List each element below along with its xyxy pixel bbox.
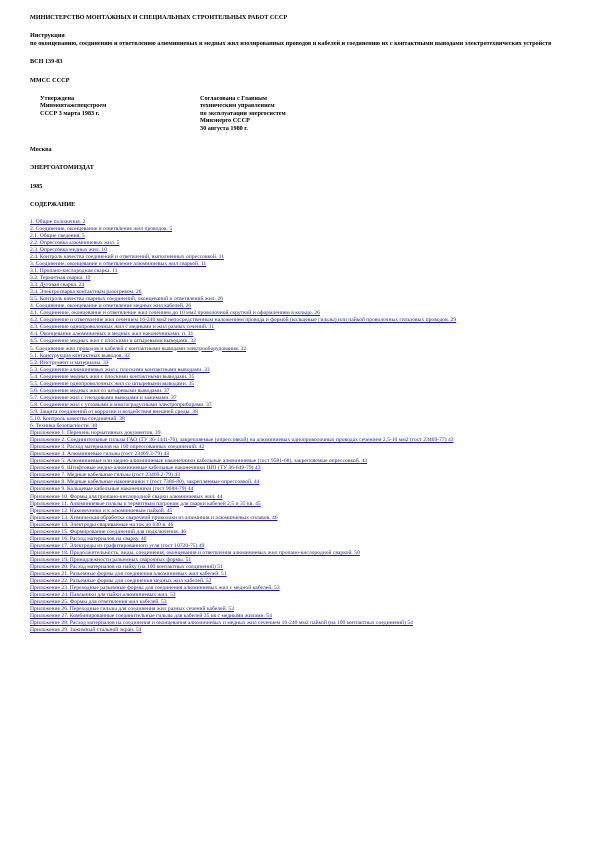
toc-link[interactable]: 5.5. Соединение однопроволочных жил со штыревыми выводами. 35 [30,380,195,387]
toc-link[interactable]: Приложение 3. Расход материалов на 100 опрессованных соединений. 42 [30,444,205,451]
toc-link[interactable]: Приложение 17. Электроды из графитированного угля (гост 10720-75) 49 [30,542,205,549]
toc-link[interactable]: 5.8. Соединение жил с угловыми и многоградусными электроприборами. 37 [30,401,212,408]
toc-link[interactable]: 2.4. Контроль качества соединений и ответвлений, выполненных опрессовкой. 11 [30,253,225,260]
toc-link[interactable]: Приложение 8. Медные кабельные наконечники т (гост 7386-80), закрепляемые опрессовкой. 44 [30,479,260,486]
toc-link[interactable]: Приложение 13. Химическая обработка сварочной проволоки из алюминия и алюминиевых сплавов. 46 [30,514,278,521]
toc-link[interactable]: Приложение 2. Соединительные гильзы ГАО (ТУ 36-1441-76), закрепляемые (опрессовкой) на алюминиевых однопроволочных проводах сечением 2,5-10 мм2 (гост 23469-77) 43 [30,437,454,444]
contents-heading: СОДЕРЖАНИЕ [30,201,76,209]
toc-link[interactable]: 5. Соединение жил проводов и кабелей с контактными выводами электрооборудования. 32 [30,345,247,352]
toc-link[interactable]: 1. Общие положения. 2 [30,218,86,225]
toc-link[interactable]: 4.3. Соединение однопроволочных жил с медными и жил разных сечений. 31 [30,324,215,331]
toc-link[interactable]: 3.2. Термитная сварка. 19 [30,275,91,282]
agreed-line: техническим управлением [200,102,275,110]
toc-link[interactable]: 4.5. Соединение медных жил с плоскими и штыревыми выводами. 32 [30,338,196,345]
toc-link[interactable]: Приложение 7. Медные кабельные гильзы (гост 23469.2-79) 43 [30,472,180,479]
agreed-line: по эксплуатации энергосистем [200,109,286,117]
toc-link[interactable]: Приложение 20. Расход материалов на пайку (на 100 контактных соединений) 51 [30,563,223,570]
doc-title: по оконцеванию, соединению и ответвлению алюминиевых и медных жил изолированных проводов и кабелей и соединению их с контактными выводами электротехнических устройств [30,39,552,47]
toc-link[interactable]: 2.3. Опрессовка медных жил. 10 [30,246,107,253]
toc-link[interactable]: 3. Соединение, оконцевание и ответвление алюминиевых жил сваркой. 11 [30,260,207,267]
toc-link[interactable]: Приложение 18. Продолжительность, виды, соединения, оконцевания и ответвления алюминиевых жил пропано-кислородной сваркой. 50 [30,549,360,556]
doc-type: Инструкция [30,32,65,40]
toc-link[interactable]: 3.4. Электросварка контактным разогревом. 26 [30,289,142,296]
agreed-line: Минэнерго СССР [200,117,250,125]
toc-link[interactable]: Приложение 25. Формы для ответвления жил кабелей. 53 [30,599,167,606]
approved-line: Утверждена [40,95,75,103]
agreed-line: Согласована с Главным [200,95,267,103]
toc-link[interactable]: 6. Техника безопасности. 38 [30,423,98,430]
toc-link[interactable]: Приложение 21. Разъемные формы для соединения алюминиевых жил кабелей. 51 [30,571,227,578]
toc-link[interactable]: 5.4. Соединение медных жил с плоскими контактными выводами. 35 [30,373,195,380]
toc-link[interactable]: Приложение 27. Комбинированные соединительные гильзы для кабелей 35 кв с медными жилами. 54 [30,613,272,620]
approved-line: Минмонтажспецстроем [40,102,107,110]
toc-link[interactable]: Приложение 29. Зажимный стальной экран. 54 [30,627,142,634]
toc-link[interactable]: Приложение 22. Разъемные формы для соединения медных жил кабелей. 52 [30,578,212,585]
doc-code: ВСН 139-83 [30,58,63,66]
approved-line: СССР 3 марта 1983 г. [40,109,100,117]
toc-link[interactable]: Приложение 1. Перечень нормативных документов. 39 [30,430,161,437]
toc-link[interactable]: 4.2. Соединение и ответвление жил сечением 16-240 мм2 непосредственным наложением провода и формой (кольцевые гильзы) или пайкой проволочных гильзовых проводов. 29 [30,317,457,324]
toc-link[interactable]: Приложение 28. Расход материалов на соединения и оконцевания алюминиевых и медных жил сечением 16-240 мм2 пайкой (на 100 контактных соединений) 54 [30,620,413,627]
agreed-column [200,95,400,132]
toc-link[interactable]: 5.9. Защита соединений от коррозии и воздействия внешней среды. 38 [30,408,198,415]
toc-link[interactable]: 5.3. Соединение алюминиевых жил с плоскими контактными выводами. 33 [30,366,210,373]
toc-link[interactable]: Приложение 14. Электроды свариваемые на ток до 630 в. 46 [30,521,174,528]
toc-link[interactable]: 5.7. Соединение жил с гнездовыми выводами и зажимами. 37 [30,394,177,401]
approval-block [30,95,575,132]
toc-link[interactable]: 2.2. Опрессовка алюминиевых жил. 5 [30,239,120,246]
toc-link[interactable]: Приложение 15. Формирование соединений для подключения. 46 [30,528,187,535]
publisher: ЭНЕРГОАТОМИЗДАТ [30,164,94,172]
toc-link[interactable]: 2. Соединение, оконцевание и ответвление жил проводов. 5 [30,225,173,232]
toc-link[interactable]: Приложение 11. Алюминиевые гильзы к термитным патронам для сварки кабелей 2,5 и 35 кв. 45 [30,500,261,507]
toc-link[interactable]: Приложение 5. Алюминиевые или медно-алюминиевые наконечники кабельные алюминиевые (гост 9581-68), закрепляемые опрессовкой. 43 [30,458,368,465]
organization: ММСС СССР [30,76,70,84]
agreed-line: 30 августа 1980 г. [200,124,248,132]
toc-link[interactable]: Приложение 12. Наконечники и к алюминиевым пайкой. 45 [30,507,173,514]
year: 1985 [30,182,43,190]
toc-link[interactable]: 5.10. Контроль качества соединений. 38 [30,416,125,422]
ministry-name: МИНИСТЕРСТВО МОНТАЖНЫХ И СПЕЦИАЛЬНЫХ СТРОИТЕЛЬНЫХ РАБОТ СССР [30,14,288,21]
toc-link[interactable]: Приложение 6. Штифтовые медно-алюминиевые кабельные наконечники ШП (ТУ 36-649-79) 43 [30,465,261,472]
toc-link[interactable]: 3.5. Контроль качества сварных соединений, оконцеваний и ответвлений жил. 26 [30,296,223,303]
toc-link[interactable]: 3.3. Дуговая сварка. 24 [30,282,85,289]
toc-link[interactable]: 5.6. Соединение медных жил со штыревыми выводами. 37 [30,387,170,394]
toc-link[interactable]: 2.1. Общие сведения. 5 [30,232,85,239]
toc-link[interactable]: Приложение 26. Переходные гильзы для соединения жил разных сечений кабелей. 53 [30,606,234,613]
toc-link[interactable]: Приложение 9. Кольцевые кабельные наконечники (гост 9688-79) 44 [30,486,194,493]
toc-link[interactable]: Приложение 4. Алюминиевые гильзы (гост 23469.3-79) 43 [30,451,170,458]
toc-link[interactable]: 4.4. Оконцевание алюминиевых и медных жил наконечниками. п. 31 [30,331,194,338]
city: Москва [30,146,52,154]
toc-link[interactable]: 4.1. Соединение, оконцевание и ответвление жил сечением до 10 мм2 проволочной скруткой и оформлением в кольцо. 26 [30,310,320,317]
table-of-contents [30,219,575,635]
toc-link[interactable]: Приложение 19. Принадлежности разъемных сварочных формы. 51 [30,556,192,563]
toc-link[interactable]: Приложение 23. Переходные разъемные формы для соединения алюминиевых жил с медной кабелей. 53 [30,585,280,592]
toc-link[interactable]: Приложение 24. Паяльники для пайки алюминиевых жил. 53 [30,592,176,599]
toc-link[interactable]: Приложение 10. Формы для пропано-кислородной сварки алюминиевых жил. 44 [30,493,223,500]
approved-column [40,95,200,132]
toc-link[interactable]: 3.1. Пропано-кислородная сварка. 11 [30,268,118,275]
toc-link[interactable]: Приложение 16. Расход материалов на сварку. 46 [30,535,147,542]
document-page [30,14,575,634]
toc-link[interactable]: 5.1. Конструкция контактных выводов. 32 [30,352,130,359]
toc-link[interactable]: 4. Соединение, оконцевание и ответвление медных жил кабелей. 26 [30,303,192,310]
toc-link[interactable]: 5.2. Инструмент и материалы. 33 [30,359,109,366]
